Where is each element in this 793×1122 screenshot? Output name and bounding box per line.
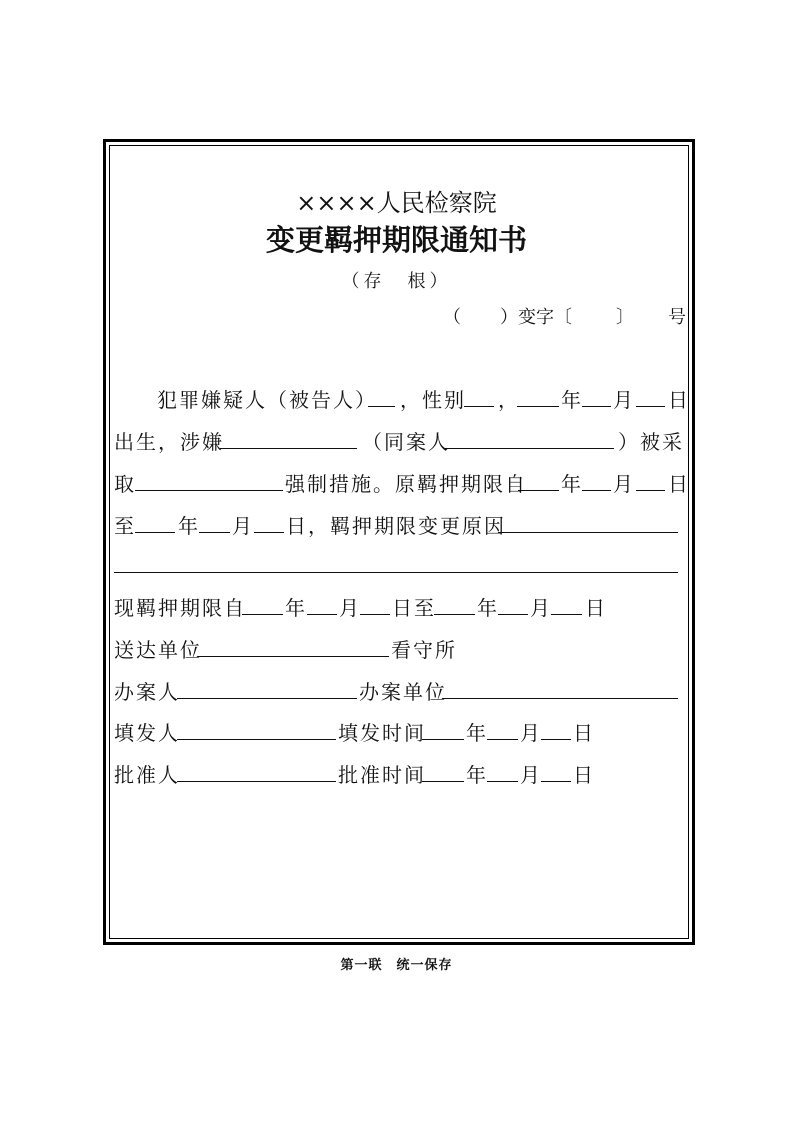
original-term-label: 强制措施。原羁押期限自 [285,472,527,496]
approval-month-blank[interactable] [487,781,518,782]
gender-blank[interactable] [464,406,494,407]
stub-label: （存 根） [341,271,452,292]
birth-year-blank[interactable] [517,406,559,407]
approval-day-blank[interactable] [541,781,571,782]
change-reason-blank[interactable] [498,532,678,533]
handling-unit-blank[interactable] [443,698,678,699]
birth-year-label: 年 [561,388,583,412]
new-start-year-blank[interactable] [242,614,283,615]
suspect-label: 犯罪嫌疑人（被告人） [157,388,377,412]
comma-label: ， [498,388,520,412]
new-start-day-blank[interactable] [360,614,390,615]
new-start-month-label: 月 [339,596,361,620]
case-handler-label: 办案人 [114,680,180,704]
delivery-unit-blank[interactable] [198,656,389,657]
new-end-year-blank[interactable] [434,614,475,615]
issuer-label: 填发人 [114,721,180,745]
original-end-month-label: 月 [232,514,254,538]
approval-day-label: 日 [573,763,595,787]
birth-day-label: 日 [668,388,690,412]
issuer-blank[interactable] [177,739,336,740]
original-start-day-label: 日 [668,472,690,496]
original-start-year-label: 年 [561,472,583,496]
new-end-day-label: 日 [585,596,607,620]
co-defendant-label: （同案人 [362,430,450,454]
original-start-day-blank[interactable] [636,490,665,491]
issue-day-blank[interactable] [541,739,571,740]
issue-month-blank[interactable] [487,739,518,740]
detention-center-label: 看守所 [391,638,457,662]
charge-blank[interactable] [220,448,357,449]
new-end-month-blank[interactable] [498,614,528,615]
doc-number-suffix: 号 [668,307,686,328]
new-start-month-blank[interactable] [307,614,337,615]
issue-year-label: 年 [466,721,488,745]
original-end-day-blank[interactable] [254,532,284,533]
measure-blank[interactable] [135,490,283,491]
case-handler-blank[interactable] [177,698,357,699]
footer-note: 第一联 统一保存 [340,958,453,973]
approval-time-label: 批准时间 [338,763,426,787]
birth-month-blank[interactable] [582,406,611,407]
change-reason-continuation-blank[interactable] [114,572,678,573]
original-start-month-label: 月 [613,472,635,496]
original-end-year-label: 年 [178,514,200,538]
issue-year-blank[interactable] [422,739,464,740]
issue-time-label: 填发时间 [338,721,426,745]
handling-unit-label: 办案单位 [359,680,447,704]
doc-number-middle: ）变字〔 [500,307,572,328]
new-end-day-blank[interactable] [551,614,582,615]
approval-month-label: 月 [520,763,542,787]
birth-day-blank[interactable] [636,406,665,407]
take-label: 取 [114,472,136,496]
doc-number-open: （ [443,307,461,328]
approval-year-label: 年 [466,763,488,787]
organization-name: ××××人民检察院 [296,189,497,217]
issue-month-label: 月 [520,721,542,745]
change-reason-label: 日，羁押期限变更原因 [286,514,506,538]
to-label: 至 [114,514,136,538]
doc-number-bracket-close: 〕 [616,307,634,328]
new-term-label: 现羁押期限自 [114,596,246,620]
delivery-unit-label: 送达单位 [114,638,202,662]
approval-year-blank[interactable] [422,781,464,782]
new-start-day-label: 日至 [392,596,436,620]
birth-month-label: 月 [613,388,635,412]
approver-blank[interactable] [177,781,336,782]
original-end-month-blank[interactable] [199,532,230,533]
new-start-year-label: 年 [285,596,307,620]
suspect-name-blank[interactable] [368,406,395,407]
new-end-year-label: 年 [477,596,499,620]
born-suspected-label: 出生，涉嫌 [114,430,224,454]
co-defendant-blank[interactable] [444,448,614,449]
issue-day-label: 日 [573,721,595,745]
original-start-year-blank[interactable] [518,490,559,491]
approver-label: 批准人 [114,763,180,787]
adopted-label: ）被采 [618,430,684,454]
form-body [100,150,693,930]
new-end-month-label: 月 [530,596,552,620]
gender-label: ，性别 [400,388,466,412]
original-end-year-blank[interactable] [135,532,175,533]
original-start-month-blank[interactable] [582,490,611,491]
document-title: 变更羁押期限通知书 [265,223,527,257]
